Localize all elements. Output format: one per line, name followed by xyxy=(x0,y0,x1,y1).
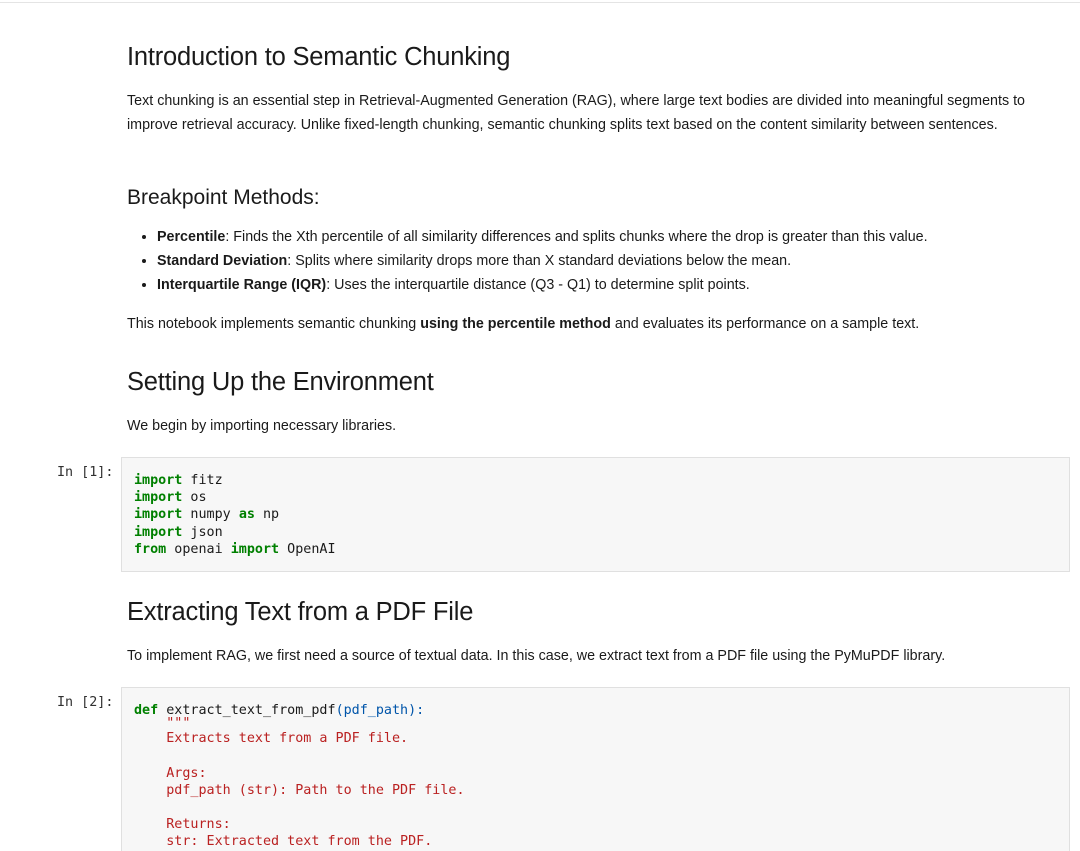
summary-text-end: and evaluates its performance on a sample text. xyxy=(610,316,920,332)
code-line: """ xyxy=(134,716,191,732)
list-item-iqr xyxy=(157,273,1037,297)
code-line: import numpy as np xyxy=(134,507,280,523)
list-item-stddev xyxy=(157,249,1037,273)
breakpoint-list xyxy=(127,225,1037,297)
list-item-percentile xyxy=(157,225,1037,249)
cell-prompt-2: In [2]: xyxy=(57,695,114,710)
code-line: Returns: xyxy=(134,817,231,833)
code-line: def extract_text_from_pdf(pdf_path): xyxy=(134,703,425,718)
breakpoint-heading: Breakpoint Methods: xyxy=(127,186,320,209)
extract-heading: Extracting Text from a PDF File xyxy=(127,598,474,626)
code-line: import json xyxy=(134,524,223,540)
method-summary xyxy=(127,312,1037,336)
extract-paragraph: To implement RAG, we first need a source of textual data. In this case, we extract text from a PDF file using the PyMuPDF library. xyxy=(127,648,946,664)
desc-iqr: : Uses the interquartile distance (Q3 - Q1) to determine split points. xyxy=(326,277,750,293)
code-line: from openai import OpenAI xyxy=(134,541,336,557)
code-line: import fitz xyxy=(134,473,223,488)
markdown-cell-intro[interactable] xyxy=(127,42,1037,137)
setup-paragraph: We begin by importing necessary libraries. xyxy=(127,418,397,434)
term-percentile: Percentile xyxy=(157,229,226,245)
markdown-cell-breakpoints[interactable] xyxy=(127,185,1037,336)
code-cell-1[interactable] xyxy=(121,457,1070,572)
markdown-cell-extract[interactable] xyxy=(127,597,1037,668)
top-divider xyxy=(0,2,1080,3)
cell-prompt-1: In [1]: xyxy=(57,465,114,480)
code-line xyxy=(134,799,1069,816)
desc-percentile: : Finds the Xth percentile of all similarity differences and splits chunks where the drop is greater than this value. xyxy=(225,229,928,245)
code-line xyxy=(134,747,1069,764)
setup-heading: Setting Up the Environment xyxy=(127,368,434,396)
code-line: str: Extracted text from the PDF. xyxy=(134,834,433,850)
intro-paragraph: Text chunking is an essential step in Retrieval-Augmented Generation (RAG), where large text bodies are divided into meaningful segments to improve retrieval accuracy. Unlike fixed-length chunking, semantic chunking splits text based on the content similarity between sentences. xyxy=(127,93,1026,133)
desc-stddev: : Splits where similarity drops more than X standard deviations below the mean. xyxy=(287,253,792,269)
code-editor-2[interactable] xyxy=(122,688,1069,851)
code-line: Args: xyxy=(134,765,207,781)
term-iqr: Interquartile Range (IQR) xyxy=(157,277,327,293)
code-line: Extracts text from a PDF file. xyxy=(134,731,409,747)
code-line: pdf_path (str): Path to the PDF file. xyxy=(134,782,465,798)
term-stddev: Standard Deviation xyxy=(157,253,288,269)
intro-heading: Introduction to Semantic Chunking xyxy=(127,43,511,71)
summary-text-start: This notebook implements semantic chunking xyxy=(127,316,421,332)
summary-bold: using the percentile method xyxy=(420,316,611,332)
markdown-cell-setup[interactable] xyxy=(127,367,1037,438)
code-editor-1[interactable] xyxy=(122,458,1069,558)
code-cell-2[interactable] xyxy=(121,687,1070,851)
code-line: import os xyxy=(134,490,207,506)
